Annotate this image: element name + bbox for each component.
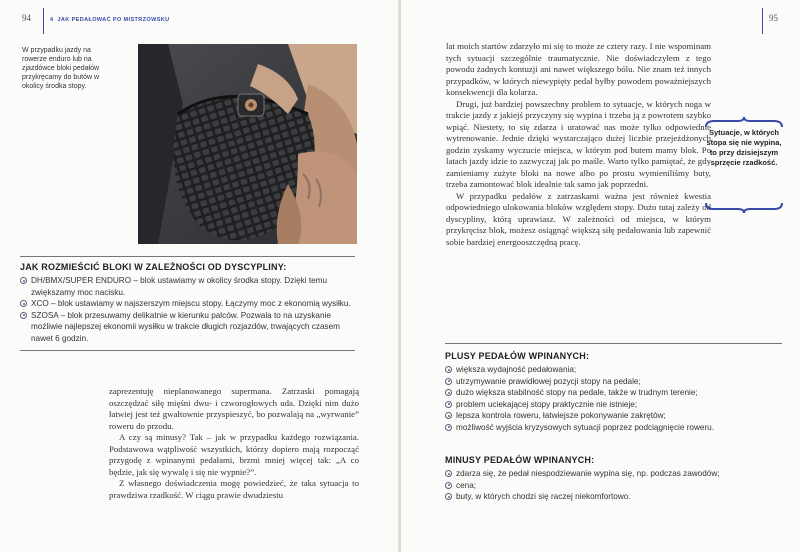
- left-page: [0, 0, 399, 552]
- cycling-shoe-image: [138, 44, 357, 244]
- bullet-icon: [445, 389, 452, 396]
- bullet-icon: [445, 470, 452, 477]
- list-item: [445, 387, 782, 399]
- bullet-icon: [445, 412, 452, 419]
- bullet-icon: [445, 401, 452, 408]
- list-item: [20, 298, 355, 310]
- list-item: [445, 410, 782, 422]
- list-item-text: dużo większa stabilność stopy na pedale, także w trudnym terenie;: [456, 388, 698, 397]
- section-divider: [20, 350, 355, 351]
- section-title: MINUSY PEDAŁÓW WPINANYCH:: [445, 455, 595, 465]
- header-rule: [43, 8, 44, 34]
- list-item: [20, 310, 355, 345]
- brace-top-icon: [704, 116, 784, 128]
- section-divider: [20, 256, 355, 257]
- bullet-icon: [445, 366, 452, 373]
- chapter-number: 4: [50, 17, 54, 23]
- page-number-left: 94: [22, 13, 31, 23]
- list-item-text: SZOSA – blok przesuwamy delikatnie w kierunku palców. Pozwala to na uzyskanie możliwie najlepszej ekonomii wysiłku w trakcie długich rozjazdów, trwających czasem nawet 6 godzin.: [31, 310, 340, 343]
- list-item: [445, 376, 782, 388]
- bullet-icon: [445, 482, 452, 489]
- list-item: [445, 364, 782, 376]
- paragraph: zaprezentuję nieplanowanego supermana. Zatrzaski pomagają oszczędzać siłę mięśni dwu- i czworogłowych uda. Dzięki nim dużo łatwiej jest też gwałtownie przyspieszyć, bo pozwalają na „wyrwanie” roweru do przodu.: [109, 386, 359, 431]
- cons-section: [445, 448, 782, 503]
- cycling-shoe-photo: [138, 44, 357, 244]
- list-item-text: DH/BMX/SUPER ENDURO – blok ustawiamy w okolicy środka stopy. Dzięki temu zwiększamy moc nacisku.: [31, 276, 328, 297]
- chapter-header: [50, 17, 170, 23]
- page-number-right: 95: [769, 13, 778, 23]
- bullet-icon: [20, 277, 27, 284]
- list-item-text: cena;: [456, 480, 477, 490]
- cleat-placement-section: [20, 256, 355, 351]
- list-item-text: możliwość wyjścia kryzysowych sytuacji poprzez podciągnięcie roweru.: [456, 422, 714, 432]
- bullet-icon: [20, 312, 27, 319]
- body-text-left: [109, 386, 359, 501]
- bullet-icon: [445, 424, 452, 431]
- list-item-text: XCO – blok ustawiamy w najszerszym miejscu stopy. Łączymy moc z ekonomią wysiłku.: [31, 299, 351, 308]
- list-item-text: buty, w których chodzi się raczej niekomfortowo.: [456, 492, 631, 501]
- list-item: [445, 480, 782, 492]
- header-rule: [762, 8, 763, 34]
- list-item: [445, 491, 782, 503]
- section-divider: [445, 343, 782, 344]
- section-title: JAK ROZMIEŚCIĆ BLOKI W ZALEŻNOŚCI OD DYSCYPLINY:: [20, 262, 287, 272]
- paragraph: A czy są minusy? Tak – jak w przypadku każdego rozwiązania. Podstawowa wątpliwość wszystkich, którzy dopiero mają rozpocząć przygodę z wpinanymi pedałami, brzmi mniej więcej tak: „A co będzie, jak się wywalę i się nie wypnie?”.: [109, 432, 359, 477]
- list-item: [445, 468, 782, 480]
- list-item-text: zdarza się, że pedał niespodziewanie wypina się, np. podczas zawodów;: [456, 469, 720, 478]
- section-title: PLUSY PEDAŁÓW WPINANYCH:: [445, 351, 590, 361]
- right-page: [401, 0, 800, 552]
- list-item-text: większa wydajność pedałowania;: [456, 365, 577, 374]
- chapter-title: JAK PEDAŁOWAĆ PO MISTRZOWSKU: [57, 17, 170, 23]
- pull-quote: Sytuacje, w których stopa się nie wypina, to przy dzisiejszym sprzęcie rzadkość.: [706, 128, 782, 167]
- body-text-right: [446, 41, 711, 248]
- pros-section: [445, 343, 782, 433]
- bullet-icon: [20, 300, 27, 307]
- list-item-text: lepsza kontrola roweru, łatwiejsze pokonywanie zakrętów;: [456, 411, 666, 420]
- bullet-icon: [445, 378, 452, 385]
- list-item: [445, 399, 782, 411]
- brace-bottom-icon: [704, 202, 784, 214]
- list-item: [445, 422, 782, 434]
- bullet-icon: [445, 493, 452, 500]
- list-item-text: problem uciekającej stopy praktycznie nie istnieje;: [456, 399, 638, 409]
- list-item-text: utrzymywanie prawidłowej pozycji stopy na pedale;: [456, 376, 641, 386]
- paragraph: Drugi, już bardziej powszechny problem to sytuacje, w których noga w trakcie jazdy z jakiejś przyczyny się wypina i trzeba ją z powrotem szybko wpiąć. Niestety, to się zdarza i uratować nas może tylko odpowiednie wytrenowanie. Jednie dzięki wystarczająco dużej liczbie przejeżdżonych godzin zyskamy wyczucie miejsca, w którym pod butem mamy blok. Po latach jazdy idzie to zazwyczaj jak po maśle. Warto tylko pamiętać, że gdy zamieniamy zużyte bloki na nowe albo po prostu wymieniliśmy buty, trzeba zamontować blok idealnie tak samo jak poprzedni.: [446, 98, 711, 189]
- list-item: [20, 275, 355, 298]
- paragraph: Z własnego doświadczenia mogę powiedzieć, że taka sytuacja to prawdziwa rzadkość. W ciągu prawie dwudziestu: [109, 478, 359, 500]
- photo-caption: W przypadku jazdy na rowerze enduro lub na zjazdówce bloki pedałów przykręcamy do butów w okolicy środka stopy.: [22, 47, 100, 90]
- paragraph: lat moich startów zdarzyło mi się to może ze cztery razy. I nie wspominam tych sytuacji szczególnie traumatycznie. Nie doświadczyłem z tego powodu żadnych kontuzji ani nawet większego bólu. Nie znam też innych przypadków, w których niewypięty pedał byłby powodem poważniejszych konsekwencji dla kolarza.: [446, 41, 711, 97]
- paragraph: W przypadku pedałów z zatrzaskami ważna jest również kwestia odpowiedniego ulokowania bloków względem stopy. Dużo tutaj zależy od dyscypliny, którą uprawiasz. W zależności od miejsca, w którym przykręcisz blok, możesz osiągnąć większą siłę pedałowania lub zapewnić sobie bardziej energooszczędną pracę.: [446, 190, 711, 247]
